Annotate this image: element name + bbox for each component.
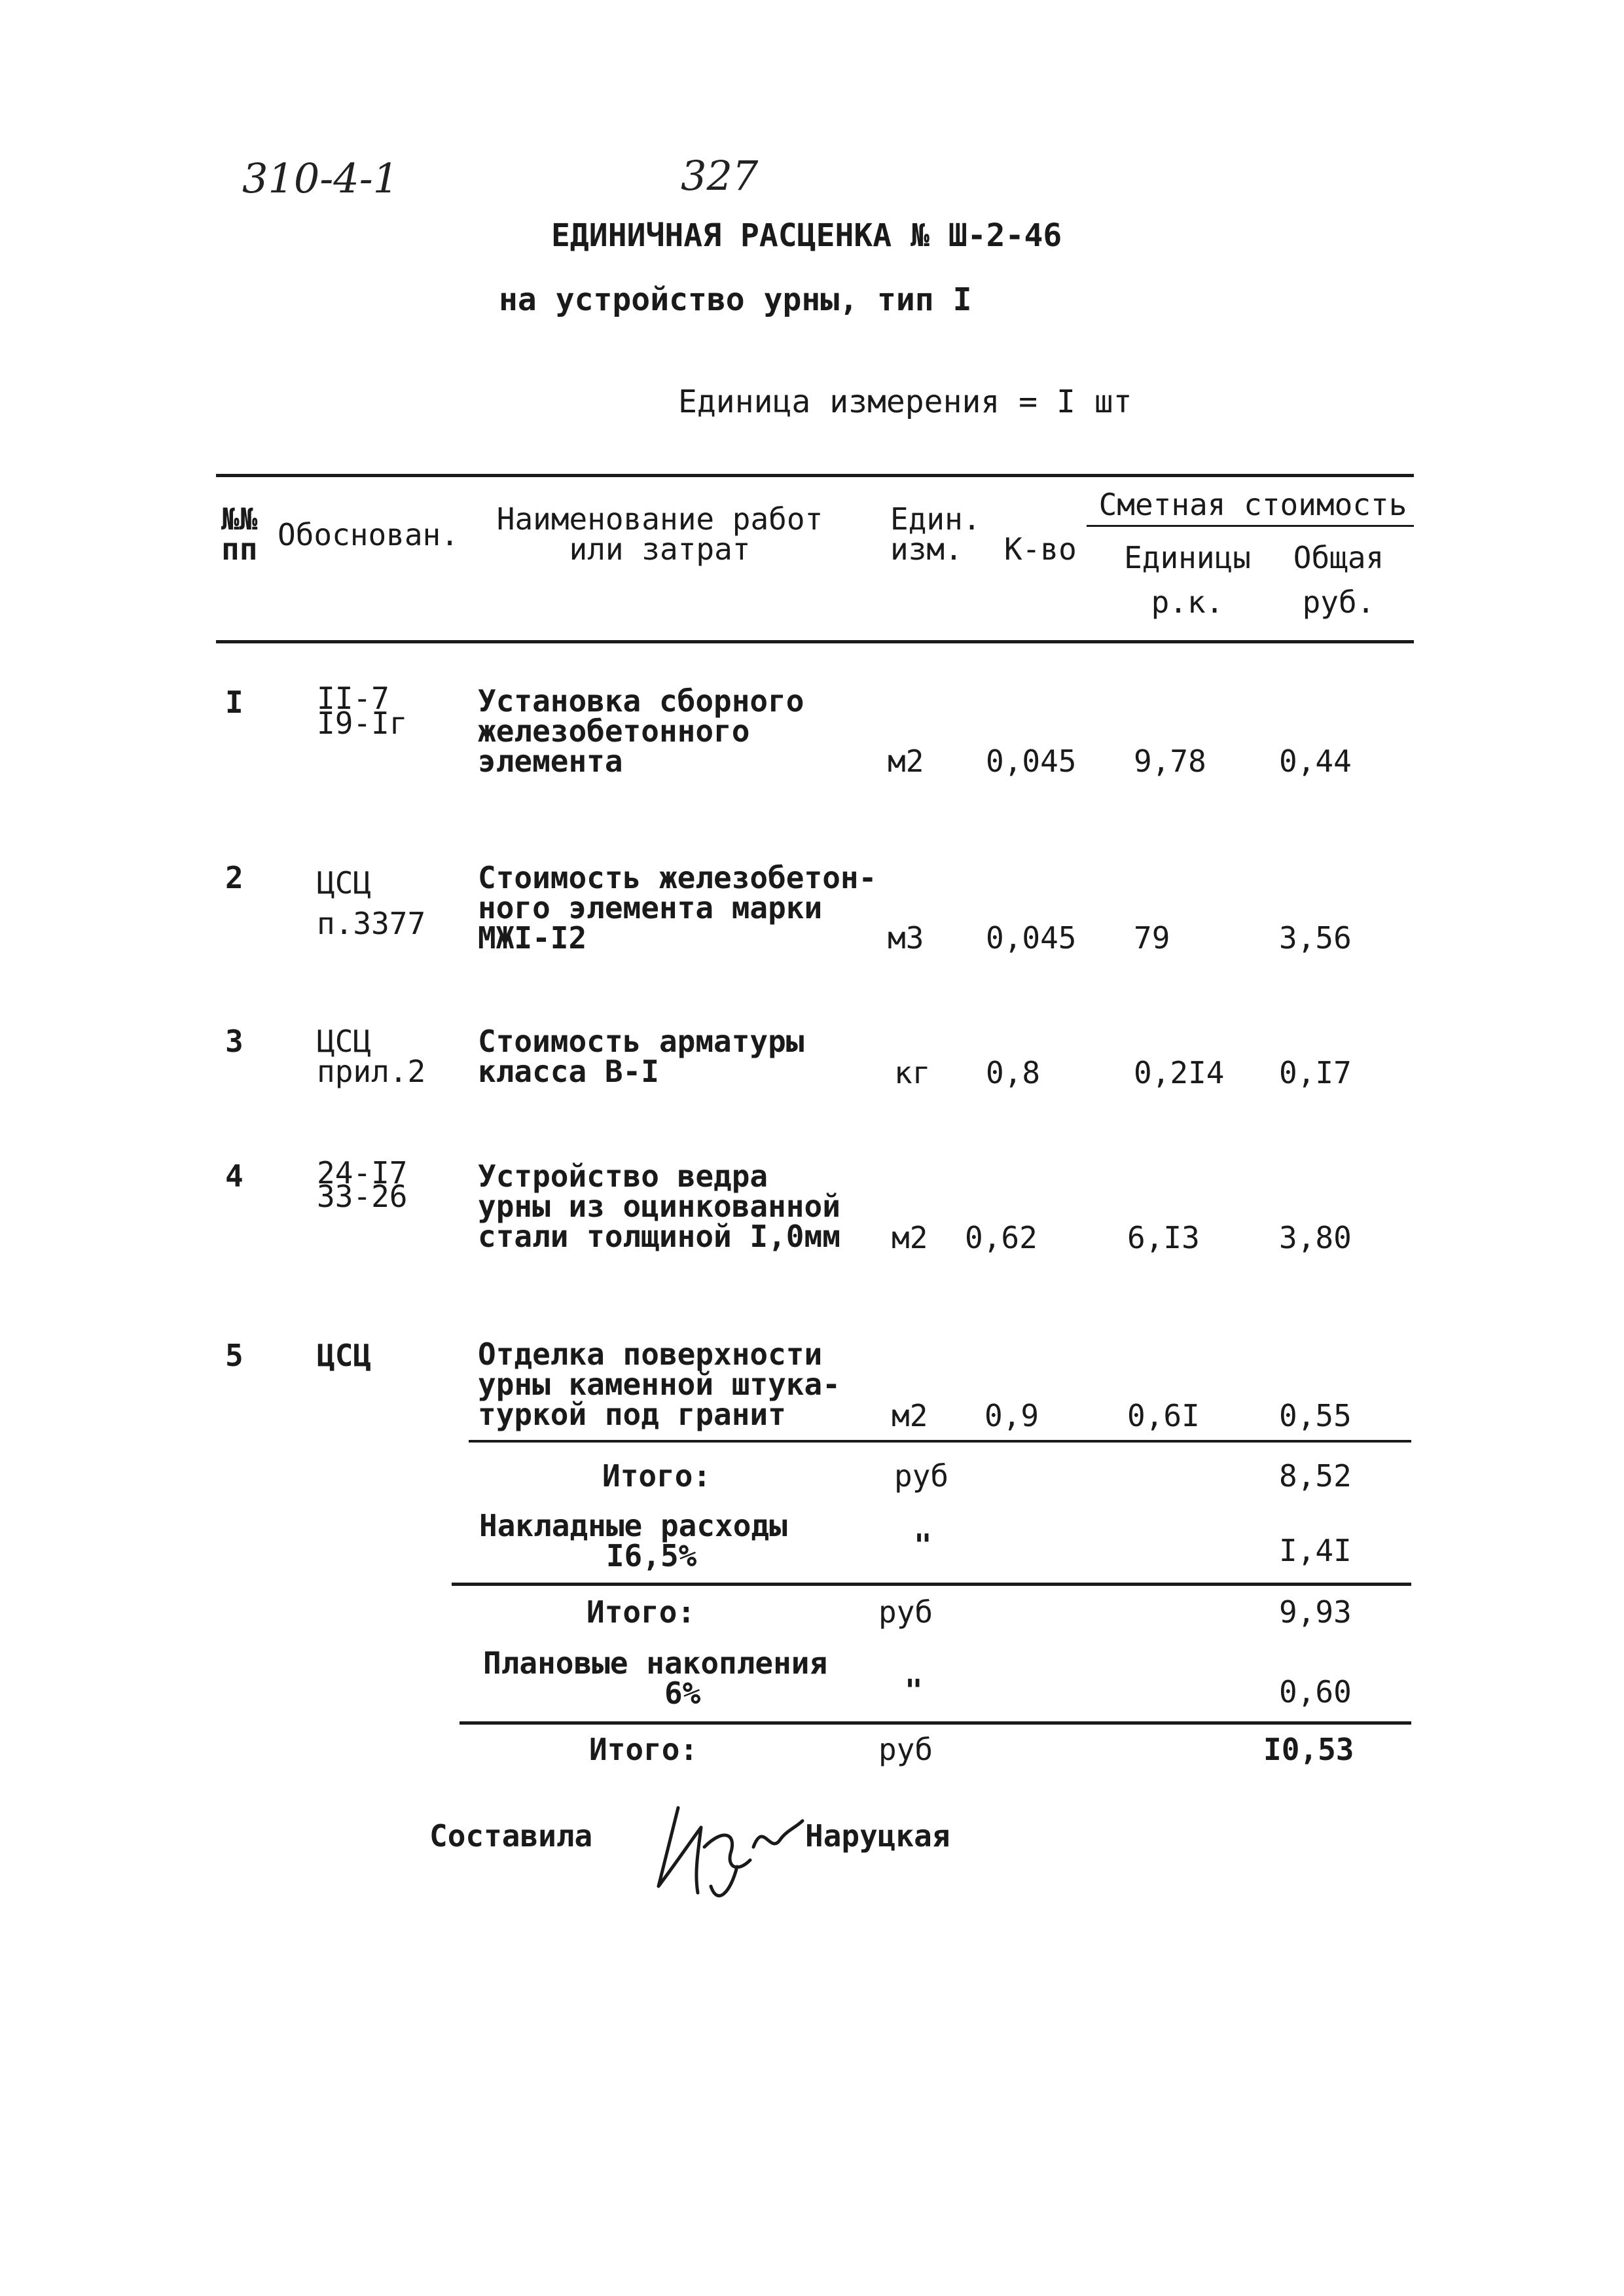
row-unit: м3 <box>888 920 924 956</box>
column-header-name: Наименование работ или затрат <box>496 501 823 567</box>
row-basis: II-7 I9-Iг <box>317 681 408 741</box>
row-unit: м2 <box>888 744 924 779</box>
row-unit-cost: 0,2I4 <box>1134 1055 1225 1090</box>
document-subtitle: на устройство урны, тип I <box>499 281 972 318</box>
summary-rule-3 <box>460 1721 1411 1725</box>
summary-value: 8,52 <box>1279 1458 1352 1494</box>
table-header-bottom-rule <box>216 640 1414 643</box>
summary-rule-2 <box>452 1583 1411 1586</box>
unit-of-measure: Единица измерения = I шт <box>678 384 1132 420</box>
row-basis: 24-I7 33-26 <box>317 1155 408 1214</box>
row-basis: ЦСЦ п.3377 <box>317 865 426 941</box>
row-number: I <box>225 685 244 720</box>
page-number: 327 <box>681 152 759 200</box>
document-title: ЕДИНИЧНАЯ РАСЦЕНКА № Ш-2-46 <box>551 217 1062 254</box>
row-number: 5 <box>225 1338 244 1373</box>
column-header-estimated-cost: Сметная стоимость <box>1098 487 1407 522</box>
row-name: Отделка поверхности урны каменной штука- туркой под гранит <box>478 1336 840 1432</box>
column-header-total-cost: Общая руб. <box>1293 540 1384 620</box>
row-basis: ЦСЦ <box>317 1338 372 1373</box>
row-number: 4 <box>225 1158 244 1194</box>
table-top-rule <box>216 474 1414 477</box>
summary-unit: руб <box>894 1458 949 1494</box>
summary-label: Плановые накопления 6% <box>483 1645 828 1711</box>
row-unit-cost: 6,I3 <box>1127 1220 1200 1255</box>
summary-unit: " <box>905 1673 923 1708</box>
column-header-number: №№ пп <box>221 501 258 567</box>
summary-unit: " <box>914 1528 932 1563</box>
summary-unit: руб <box>878 1732 933 1767</box>
row-number: 2 <box>225 860 244 895</box>
row-unit-cost: 79 <box>1134 920 1170 956</box>
row-total: 0,I7 <box>1279 1055 1352 1090</box>
summary-value: I0,53 <box>1263 1732 1354 1767</box>
row-name: Стоимость железобетон- ного элемента марки МЖI-I2 <box>478 860 877 956</box>
row-name: Устройство ведра урны из оцинкованной стали толщиной I,0мм <box>478 1158 840 1254</box>
row-total: 3,80 <box>1279 1220 1352 1255</box>
row-total: 0,44 <box>1279 744 1352 779</box>
row-total: 0,55 <box>1279 1398 1352 1433</box>
summary-label: Итого: <box>602 1458 712 1494</box>
summary-label: Итого: <box>586 1594 696 1630</box>
summary-rule-1 <box>469 1440 1411 1443</box>
row-unit: кг <box>894 1055 931 1090</box>
column-header-unit: Един. изм. <box>890 501 981 567</box>
summary-label: Итого: <box>589 1732 698 1767</box>
row-name: Установка сборного железобетонного элемента <box>478 683 804 779</box>
row-quantity: 0,045 <box>986 920 1077 956</box>
handwritten-signature <box>639 1782 809 1912</box>
row-quantity: 0,8 <box>986 1055 1041 1090</box>
column-header-unit-cost: Единицы р.к. <box>1124 540 1251 620</box>
summary-unit: руб <box>878 1594 933 1630</box>
row-unit: м2 <box>892 1220 928 1255</box>
summary-label: Накладные расходы I6,5% <box>479 1508 787 1573</box>
summary-value: 9,93 <box>1279 1594 1352 1630</box>
row-total: 3,56 <box>1279 920 1352 956</box>
column-header-quantity: К-во <box>1004 531 1077 567</box>
row-unit-cost: 9,78 <box>1134 744 1206 779</box>
row-quantity: 0,62 <box>965 1220 1038 1255</box>
summary-value: I,4I <box>1279 1533 1352 1568</box>
row-number: 3 <box>225 1024 244 1059</box>
row-unit-cost: 0,6I <box>1127 1398 1200 1433</box>
document-code: 310-4-1 <box>242 154 399 202</box>
row-unit: м2 <box>892 1398 928 1433</box>
column-header-basis: Обоснован. <box>278 517 459 552</box>
cost-group-underline <box>1087 525 1414 527</box>
summary-value: 0,60 <box>1279 1674 1352 1710</box>
row-quantity: 0,9 <box>984 1398 1039 1433</box>
compiled-by-label: Составила <box>429 1818 593 1854</box>
row-quantity: 0,045 <box>986 744 1077 779</box>
row-name: Стоимость арматуры класса В-I <box>478 1024 804 1089</box>
compiler-name: Наруцкая <box>805 1818 950 1854</box>
row-basis: ЦСЦ прил.2 <box>317 1024 426 1089</box>
